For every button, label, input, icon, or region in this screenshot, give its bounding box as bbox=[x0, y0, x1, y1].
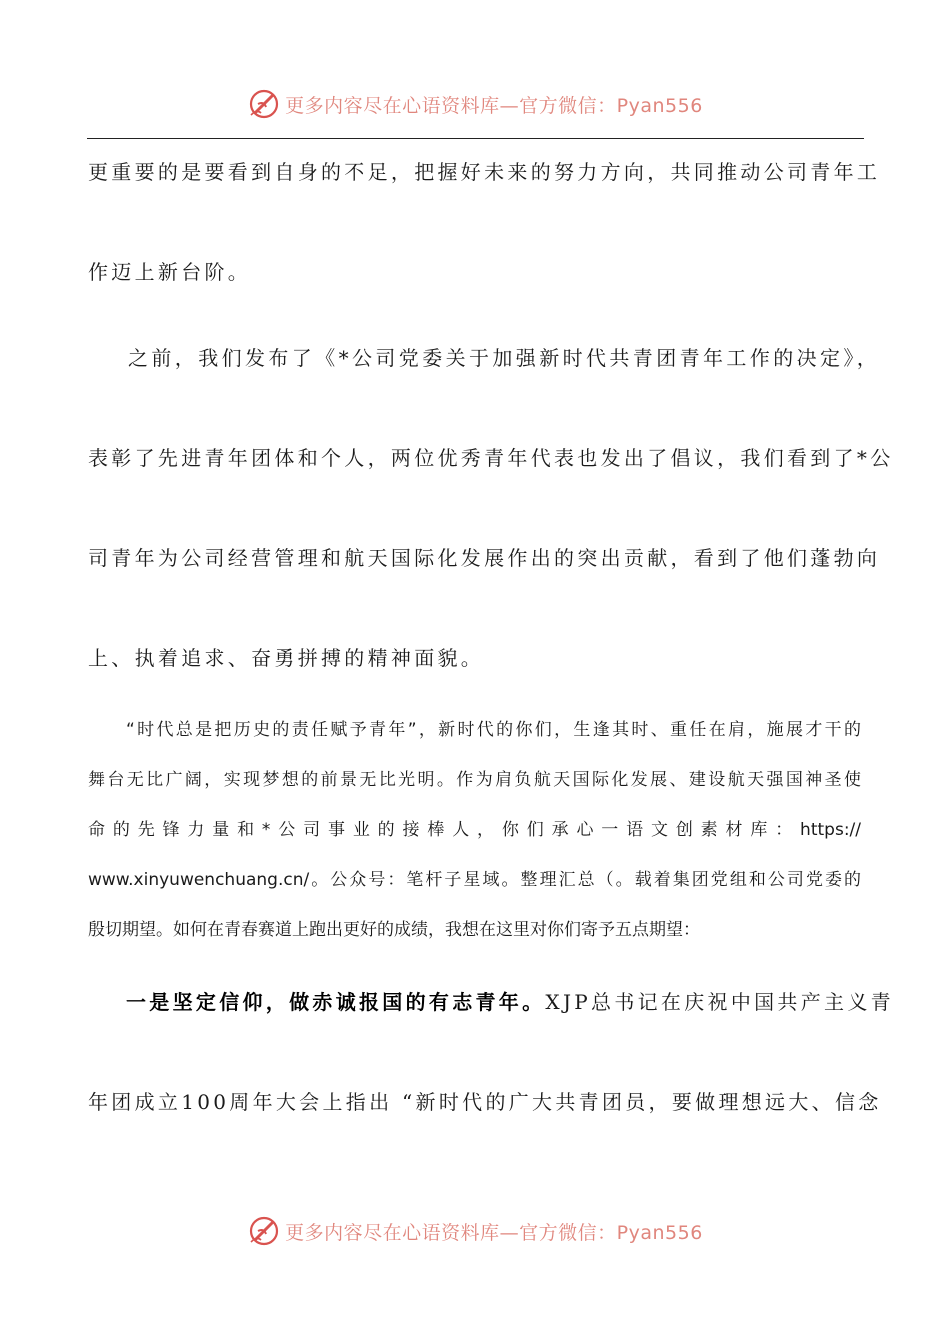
footer-brand-text bbox=[285, 1218, 703, 1245]
bold-heading: 一是坚定信仰，做赤诚报国的有志青年。 bbox=[126, 990, 546, 1014]
paragraph-line: 表彰了先进青年团体和个人，两位优秀青年代表也发出了倡议，我们看到了*公 bbox=[88, 446, 894, 470]
paragraph-line: www.xinyuwenchuang.cn/。公众号：笔杆子星域。整理汇总（。载着集团党组和公司党委的 bbox=[88, 870, 861, 890]
footer-wechat-id: Pyan556 bbox=[616, 1221, 703, 1244]
paragraph-text: XJP总书记在庆祝中国共产主义青 bbox=[545, 990, 894, 1014]
paragraph-line: 舞台无比广阔，实现梦想的前景无比光明。作为肩负航天国际化发展、建设航天强国神圣使 bbox=[88, 770, 861, 790]
paragraph-line: 更重要的是要看到自身的不足，把握好未来的努力方向，共同推动公司青年工 bbox=[88, 160, 881, 184]
paragraph-line: “时代总是把历史的责任赋予青年”，新时代的你们，生逢其时、重任在肩，施展才干的 bbox=[126, 720, 861, 740]
header-divider bbox=[87, 138, 864, 139]
pen-logo-icon bbox=[247, 87, 281, 121]
header-wechat-id: Pyan556 bbox=[616, 94, 703, 117]
page-header bbox=[0, 84, 950, 124]
paragraph-line bbox=[126, 988, 894, 1016]
paragraph-line: 殷切期望。如何在青春赛道上跑出更好的成绩，我想在这里对你们寄予五点期望： bbox=[88, 920, 700, 940]
paragraph-line: 司青年为公司经营管理和航天国际化发展作出的突出贡献，看到了他们蓬勃向 bbox=[88, 546, 881, 570]
header-brand-text bbox=[285, 91, 703, 118]
paragraph-line: 命的先锋力量和*公司事业的接棒人，你们承心一语文创素材库：https:// bbox=[88, 820, 861, 840]
footer-brand-label: 更多内容尽在心语资料库—官方微信： bbox=[285, 1221, 617, 1244]
pen-logo-icon bbox=[247, 1214, 281, 1248]
page-footer bbox=[0, 1211, 950, 1251]
paragraph-line: 上、执着追求、奋勇拼搏的精神面貌。 bbox=[88, 646, 485, 670]
paragraph-line: 作迈上新台阶。 bbox=[88, 260, 252, 284]
header-brand-label: 更多内容尽在心语资料库—官方微信： bbox=[285, 94, 617, 117]
paragraph-line: 之前，我们发布了《*公司党委关于加强新时代共青团青年工作的决定》， bbox=[128, 346, 881, 370]
paragraph-line: 年团成立100周年大会上指出 “新时代的广大共青团员，要做理想远大、信念 bbox=[88, 1090, 882, 1114]
